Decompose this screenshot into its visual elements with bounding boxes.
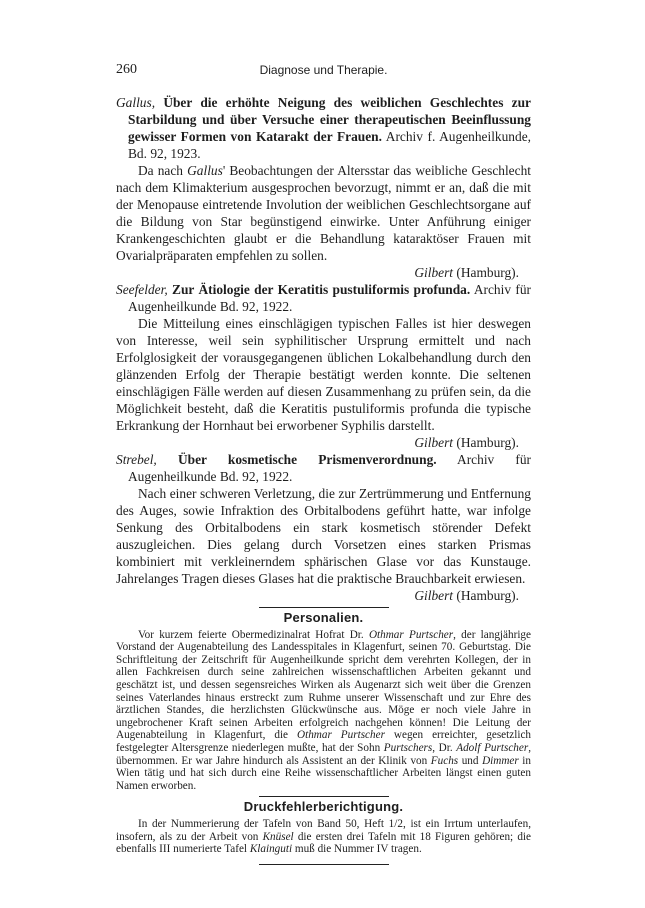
- person-name: Purtschers: [383, 741, 433, 754]
- text-run: , der langjährige Vorstand der Augenabteilung des Landesspitales in Klagenfurt, seinen 70. Geburtstag. Die Schriftleitung der Zeitschrift für Augenheilkunde spricht dem verehrten Kollegen, der in allen Fachkreisen durch seine zahlreichen wissenschaftlichen Arbeiten gekannt und geschätzt ist, und dessen segensreiches Wirken als Augenarzt sich weit über die Grenzen seines Vaterlandes hinaus erstreckt zum Ruhme unserer Wissenschaft und zur Ehre des ärztlichen Standes, die herzlichsten Glückwünsche aus. Möge er noch viele Jahre in ungebrochener Kraft seinen Arbeiten erfolgreich nachgehen können! Die Leitung der Augenabteilung in Klagenfurt, die: [116, 628, 531, 742]
- review-body-text: Nach einer schweren Verletzung, die zur Zertrümmerung und Entfernung des Auges, sowie Infraktion des Orbitalbodens geführt hatte, war infolge Senkung des Orbitalbodens ein stark kosmetisch störender Defekt auszugleichen. Dies gelang durch Vorsetzen eines starken Prismas kombiniert mit verkleinerndem sphärischen Glase vor das Kunstauge. Jahrelanges Tragen dieses Glases hat die praktische Brauchbarkeit erwiesen.: [116, 486, 531, 586]
- person-name: Adolf Purtscher: [456, 741, 529, 754]
- reviewer-city: (Hamburg).: [456, 588, 519, 603]
- review-title: Zur Ätiologie der Keratitis pustuliformis profunda.: [172, 282, 471, 297]
- review-citation: Archiv für Augenheilkunde Bd. 92, 1922.: [128, 282, 531, 314]
- reviewer-signature: [116, 587, 531, 604]
- section-divider: [259, 607, 389, 608]
- main-text: [116, 94, 531, 865]
- review-body-text: ' Beobachtungen der Altersstar das weibliche Geschlecht nach dem Klimakterium ausgesprochen bevorzugt, nimmt er an, daß die mit der Menopause eintretende Involution der weiblichen Geschlechtsorgane auf die Bildung von Star begünstigend einwirke. Unter Anführung einiger Krankengeschichten glaubt er die Behandlung kataraktöser Frauen mit Ovarialpräparaten empfehlen zu sollen.: [116, 163, 531, 263]
- review-author: Gallus,: [116, 95, 156, 110]
- text-run: wegen erreichter, gesetzlich festgelegter Altersgrenze niederlegen mußte, hat der Sohn: [116, 729, 532, 754]
- reviewer-city: (Hamburg).: [456, 265, 519, 280]
- reviewer-signature: [116, 434, 531, 451]
- person-name: Klainguti: [249, 843, 293, 856]
- reviewer-name: Gilbert: [414, 265, 454, 280]
- review-body-text: Die Mitteilung eines einschlägigen typischen Falles ist hier deswegen von Interesse, weil sein syphilitischer Ursprung ermittelt und nach Erfolglosigkeit der vorausgegangenen üblichen Lokalbehandlung durch den glänzenden Erfolg der Therapie bestätigt werden konnte. Die seltenen einschlägigen Fälle werden auf diesen Zusammenhang zu prüfen sein, da die Möglichkeit besteht, daß die Keratitis pustuliformis profunda die typische Erkrankung der Hornhaut bei erworbener Syphilis darstellt.: [116, 316, 531, 433]
- person-name: Othmar Purtscher: [368, 628, 454, 641]
- reviewer-signature: [116, 264, 531, 281]
- review-body: [116, 162, 531, 264]
- review-title: Über die erhöhte Neigung des weiblichen Geschlechtes zur Starbildung und über Versuche einer therapeutischen Beeinflussung gewisser Formen von Katarakt der Frauen.: [128, 95, 531, 144]
- review-body: [116, 485, 531, 587]
- review-author: Seefelder,: [116, 282, 168, 297]
- review-author: Strebel,: [116, 452, 157, 467]
- personalien-text: [116, 629, 531, 793]
- reviewer-name: Gilbert: [414, 435, 454, 450]
- druckfehler-text: [116, 818, 531, 856]
- text-run: in Wien tätig und hat sich durch eine Reihe wissenschaftlicher Arbeiten längst einen guten Namen erworben.: [116, 754, 532, 792]
- section-divider: [259, 864, 389, 865]
- person-name: Fuchs: [430, 754, 459, 767]
- review-title: Über kosmetische Prismenverordnung.: [177, 452, 437, 467]
- review-body: [116, 315, 531, 434]
- section-heading: Personalien.: [283, 610, 364, 625]
- page-number: 260: [116, 62, 137, 77]
- reviewer-name: Gilbert: [414, 588, 454, 603]
- text-run: , übernommen. Er war Jahre hindurch als Assistent an der Klinik von: [116, 741, 532, 767]
- person-name: Othmar Purtscher: [297, 729, 385, 742]
- druckfehler-section: [116, 801, 531, 855]
- person-name: Dimmer: [482, 754, 519, 767]
- text-run: Vor kurzem feierte Obermedizinalrat Hofrat Dr.: [138, 628, 369, 641]
- text-run: muß die Nummer IV tragen.: [292, 843, 422, 856]
- section-divider: [259, 796, 389, 797]
- text-run: und: [458, 754, 483, 767]
- text-run: die ersten drei Tafeln mit 18 Figuren gehören; die ebenfalls III numerierte Tafel: [116, 830, 531, 856]
- person-name: Knüsel: [262, 830, 294, 843]
- review-citation: Archiv für Augenheilkunde Bd. 92, 1922.: [128, 452, 532, 484]
- review-citation: Archiv f. Augenheilkunde, Bd. 92, 1923.: [128, 129, 531, 161]
- review-entry-seefelder: [116, 281, 531, 315]
- review-entry-gallus: [116, 94, 531, 162]
- text-run: , Dr.: [432, 741, 457, 754]
- running-title: Diagnose und Therapie.: [259, 63, 388, 77]
- reviewer-city: (Hamburg).: [456, 435, 519, 450]
- personalien-section: [116, 612, 531, 792]
- text-run: In der Nummerierung der Tafeln von Band 50, Heft 1/2, ist ein Irrtum unterlaufen, insofern, als zu der Arbeit von: [116, 817, 531, 843]
- review-body-author: Gallus: [187, 163, 223, 178]
- review-body-text: Da nach: [138, 163, 188, 178]
- review-entry-strebel: [116, 451, 531, 485]
- section-heading: Druckfehlerberichtigung.: [243, 799, 404, 815]
- running-header: [116, 62, 531, 80]
